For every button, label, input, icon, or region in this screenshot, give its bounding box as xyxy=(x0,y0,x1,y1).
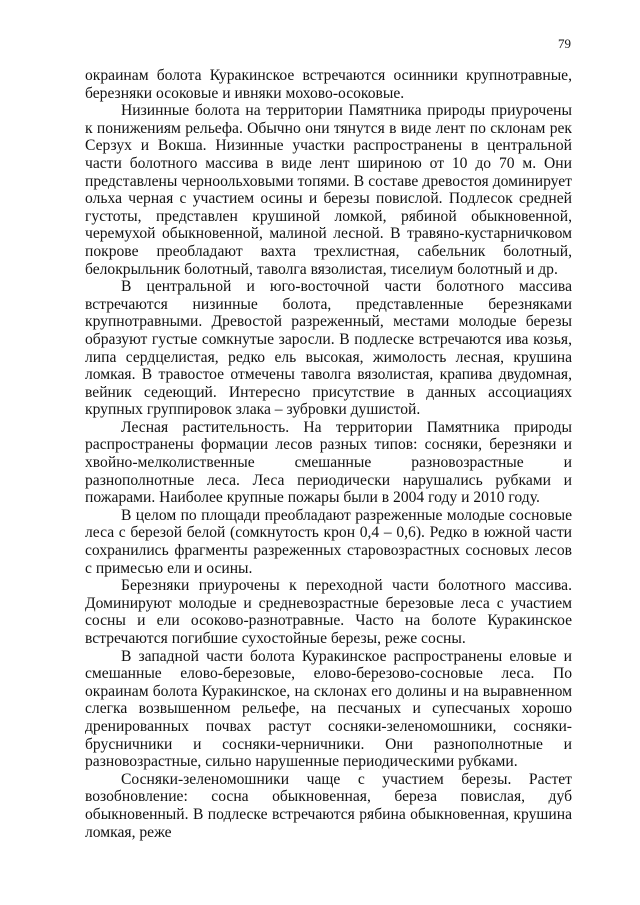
paragraph-pine-forests: В целом по площади преобладают разреженные молодые сосновые леса с березой белой (сомкнутость крон 0,4 – 0,6). Редко в южной части сохранились фрагменты разреженных старовозрастных сосновых лесов с примесью ели и осины. xyxy=(85,506,572,577)
paragraph-birch-forests: Березняки приурочены к переходной части болотного массива. Доминируют молодые и средневозрастные березовые леса с участием сосны и ели осоково-разнотравные. Часто на болоте Куракинское встречаются погибшие сухостойные березы, реже сосны. xyxy=(85,577,572,647)
paragraph-spruce-forests: В западной части болота Куракинское распространены еловые и смешанные елово-березовые, елово-березово-сосновые леса. По окраинам болота Куракинское, на склонах его долины и на выравненном слегка возвышенном рельефе, на песчаных и супесчаных хорошо дренированных почвах растут сосняки-зеленомошники, сосняки-брусничники и сосняки-черничники. Они разнополнотные и разновозрастные, сильно нарушенные периодическими рубками. xyxy=(85,647,572,771)
paragraph-continuation: окраинам болота Куракинское встречаются осинники крупнотравные, березняки осоковые и ивняки мохово-осоковые. xyxy=(85,67,572,102)
page-number: 79 xyxy=(558,36,571,51)
paragraph-central-bogs: В центральной и юго-восточной части болотного массива встречаются низинные болота, представленные березняками крупнотравными. Древостой разреженный, местами молодые березы образуют густые сомкнутые заросли. В подлеске встречаются ива козья, липа сердцелистая, редко ель высокая, жимолость лесная, крушина ломкая. В травостое отмечены таволга вязолистая, крапива двудомная, вейник седеющий. Интересно присутствие в данных ассоциациях крупных группировок злака – зубровки душистой. xyxy=(85,278,572,419)
paragraph-lowland-bogs: Низинные болота на территории Памятника природы приурочены к понижениям рельефа. Обычно они тянутся в виде лент по склонам рек Серзух и Вокша. Низинные участки распространены в центральной части болотного массива в виде лент шириною от 10 до 70 м. Они представлены черноольховыми топями. В составе древостоя доминирует ольха черная с участием осины и березы повислой. Подлесок средней густоты, представлен крушиной ломкой, рябиной обыкновенной, черемухой обыкновенной, малиной лесной. В травяно-кустарничковом покрове преобладают вахта трехлистная, сабельник болотный, белокрыльник болотный, таволга вязолистая, тиселиум болотный и др. xyxy=(85,102,572,278)
paragraph-forest-vegetation: Лесная растительность. На территории Памятника природы распространены формации лесов разных типов: сосняки, березняки и хвойно-мелколиственные смешанные разновозрастные и разнополнотные леса. Леса периодически нарушались рубками и пожарами. Наиболее крупные пожары были в 2004 году и 2010 году. xyxy=(85,418,572,507)
paragraph-green-moss-pines: Сосняки-зеленомошники чаще с участием березы. Растет возобновление: сосна обыкновенная, береза повислая, дуб обыкновенный. В подлеске встречаются рябина обыкновенная, крушина ломкая, реже xyxy=(85,770,572,841)
page-body xyxy=(85,67,572,841)
